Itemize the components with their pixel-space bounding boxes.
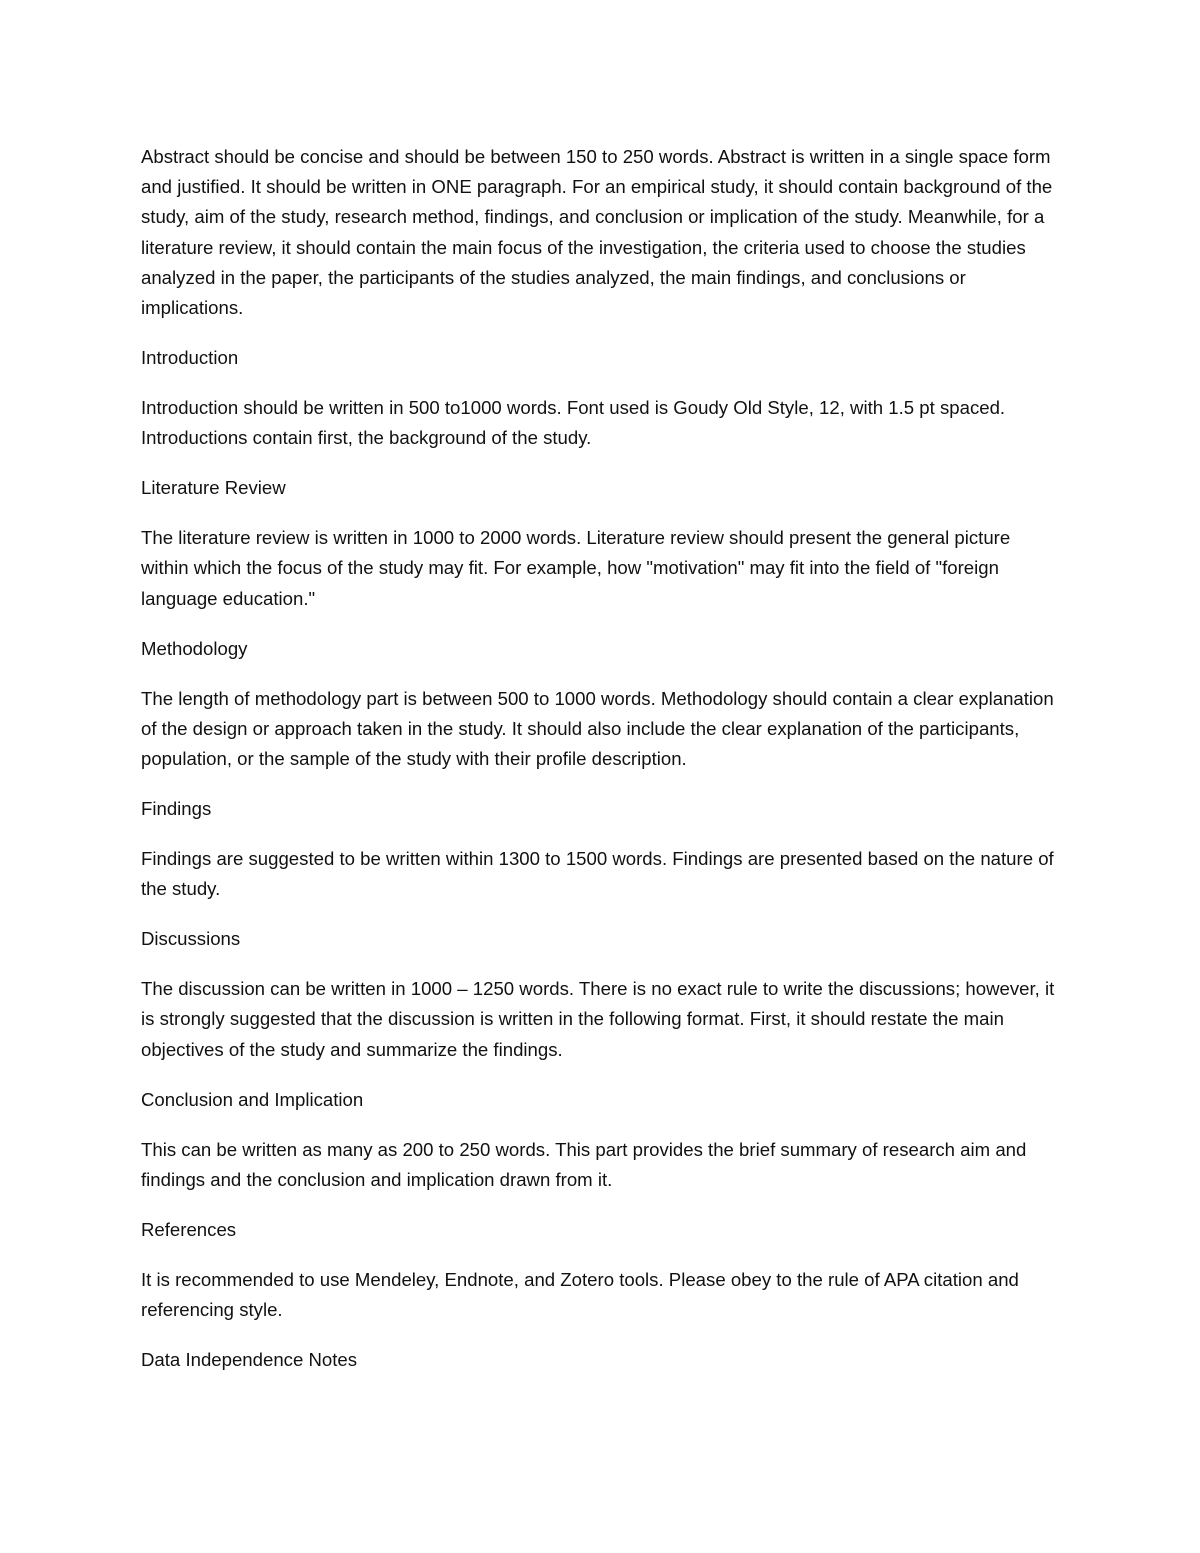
literature-review-paragraph: The literature review is written in 1000 to 2000 words. Literature review should present the general picture within which the focus of the study may fit. For example, how "motivation" may fit into the field of "foreign language education."	[141, 527, 1011, 609]
document-page	[141, 142, 1061, 1395]
data-independence-heading: Data Independence Notes	[141, 1349, 358, 1371]
conclusion-paragraph: This can be written as many as 200 to 250 words. This part provides the brief summary of research aim and findings and the conclusion and implication drawn from it.	[141, 1138, 1027, 1190]
references-paragraph: It is recommended to use Mendeley, Endnote, and Zotero tools. Please obey to the rule of APA citation and referencing style.	[141, 1268, 1019, 1321]
discussions-heading: Discussions	[141, 928, 241, 950]
references-heading: References	[141, 1218, 237, 1240]
findings-paragraph: Findings are suggested to be written within 1300 to 1500 words. Findings are presented based on the nature of the study.	[141, 848, 1054, 900]
findings-heading: Findings	[141, 798, 212, 820]
methodology-heading: Methodology	[141, 637, 248, 659]
methodology-paragraph: The length of methodology part is between 500 to 1000 words. Methodology should contain a clear explanation of the design or approach taken in the study. It should also include the clear explanation of the participants, population, or the sample of the study with their profile description.	[141, 687, 1054, 770]
abstract-paragraph: Abstract should be concise and should be between 150 to 250 words. Abstract is written in a single space form and justified. It should be written in ONE paragraph. For an empirical study, it should contain background of the study, aim of the study, research method, findings, and conclusion or implication of the study. Meanwhile, for a literature review, it should contain the main focus of the investigation, the criteria used to choose the studies analyzed in the paper, the participants of the studies analyzed, the main findings, and conclusions or implications.	[141, 146, 1053, 319]
conclusion-heading: Conclusion and Implication	[141, 1088, 364, 1110]
introduction-heading: Introduction	[141, 347, 239, 369]
introduction-paragraph: Introduction should be written in 500 to1000 words. Font used is Goudy Old Style, 12, with 1.5 pt spaced. Introductions contain first, the background of the study.	[141, 397, 1006, 449]
discussions-paragraph: The discussion can be written in 1000 – 1250 words. There is no exact rule to write the discussions; however, it is strongly suggested that the discussion is written in the following format. First, it should restate the main objectives of the study and summarize the findings.	[141, 978, 1055, 1060]
literature-review-heading: Literature Review	[141, 477, 286, 499]
